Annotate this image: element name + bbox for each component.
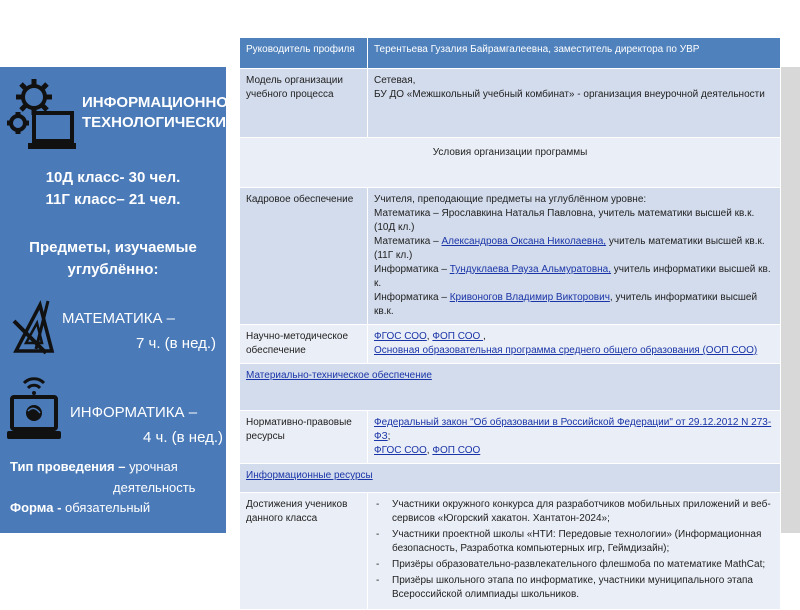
method-label-cell: Научно-методическое обеспечение bbox=[240, 325, 368, 364]
staff-teacher-2-link[interactable]: Александрова Оксана Николаевна, bbox=[441, 236, 607, 247]
geometry-tools-icon bbox=[12, 299, 56, 355]
staff-teacher-3-link[interactable]: Тундуклаева Рауза Альмуратовна, bbox=[449, 264, 612, 275]
staff-value-cell bbox=[368, 188, 781, 325]
model-value-cell bbox=[368, 69, 781, 138]
info-hours: 4 ч. (в нед.) bbox=[143, 429, 224, 446]
lesson-type-value-cont: деятельность bbox=[113, 480, 196, 495]
head-right-cell: Терентьева Гузалия Байрамгалеевна, заместитель директора по УВР bbox=[368, 38, 781, 69]
lesson-type-label: Тип проведения – bbox=[10, 459, 130, 474]
profile-title-line2: ТЕХНОЛОГИЧЕСКИЙ bbox=[82, 114, 237, 131]
right-edge-strip bbox=[780, 67, 800, 533]
table-row bbox=[240, 411, 781, 464]
staff-teacher-4-suffix: , учитель информатики высшей кв.к. bbox=[374, 292, 758, 317]
laptop-globe-icon bbox=[6, 371, 62, 445]
subjects-heading-line1: Предметы, изучаемые bbox=[29, 239, 197, 256]
list-item: - Участники проектной школы «НТИ: Передовые технологии» (Информационная безопасность, Разработка компьютерных игр, Геймдизайн); bbox=[392, 528, 774, 556]
list-item: - Участники окружного конкурса для разработчиков мобильных приложений и веб-сервисов «Югорский хакатон. Хантатон-2024»; bbox=[392, 498, 774, 526]
head-left-cell: Руководитель профиля bbox=[240, 38, 368, 69]
material-cell bbox=[240, 364, 781, 411]
math-hours: 7 ч. (в нед.) bbox=[136, 335, 217, 352]
oop-soo-link[interactable]: Основная образовательная программа среднего общего образования (ООП СОО) bbox=[374, 345, 758, 356]
staff-intro: Учителя, преподающие предметы на углублённом уровне: bbox=[374, 194, 647, 205]
material-support-link[interactable]: Материально-техническое обеспечение bbox=[246, 370, 432, 381]
profile-table bbox=[239, 37, 781, 610]
method-comma: , bbox=[483, 331, 486, 342]
lesson-form-value: обязательный bbox=[65, 500, 151, 515]
staff-teacher-4 bbox=[374, 291, 774, 319]
info-resources-cell bbox=[240, 464, 781, 493]
profile-panel bbox=[0, 67, 237, 533]
profile-title-line1: ИНФОРМАЦИОННО- bbox=[82, 94, 233, 111]
model-label-cell: Модель организации учебного процесса bbox=[240, 69, 368, 138]
table-row bbox=[240, 325, 781, 364]
achievements-value-cell bbox=[368, 493, 781, 610]
staff-teacher-4-prefix: Информатика – bbox=[374, 292, 450, 303]
table-row bbox=[240, 38, 781, 69]
legal-semicolon: ; bbox=[387, 431, 391, 442]
legal-label-cell: Нормативно-правовые ресурсы bbox=[240, 411, 368, 464]
staff-teacher-3-prefix: Информатика – bbox=[374, 264, 450, 275]
legal-fop-soo-link[interactable]: ФОП СОО bbox=[432, 445, 481, 456]
federal-law-link[interactable]: Федеральный закон "Об образовании в Российской Федерации" от 29.12.2012 N 273-ФЗ bbox=[374, 417, 772, 442]
lesson-type bbox=[10, 456, 178, 478]
staff-teacher-1: Математика – Ярославкина Наталья Павловна, учитель математики высшей кв.к. (10Д кл.) bbox=[374, 208, 755, 233]
staff-teacher-4-link[interactable]: Кривоногов Владимир Викторович bbox=[449, 292, 610, 303]
class-10d-size: 10Д класс- 30 чел. bbox=[45, 169, 181, 186]
staff-teacher-3 bbox=[374, 263, 774, 291]
legal-fgos-soo-link[interactable]: ФГОС СОО bbox=[374, 445, 427, 456]
lesson-type-value: урочная bbox=[129, 459, 178, 474]
staff-teacher-3-suffix: учитель информатики высшей кв. к. bbox=[374, 264, 771, 289]
model-value-line1: Сетевая, bbox=[374, 75, 416, 86]
lesson-form-label: Форма - bbox=[10, 500, 66, 515]
math-subject-label: МАТЕМАТИКА – bbox=[62, 310, 176, 327]
staff-teacher-2-suffix: учитель математики высшей кв.к. (11Г кл.) bbox=[374, 236, 765, 261]
lesson-form bbox=[10, 497, 150, 519]
fop-soo-link[interactable]: ФОП СОО bbox=[432, 331, 484, 342]
gears-computer-icon bbox=[4, 73, 76, 153]
info-resources-link[interactable]: Информационные ресурсы bbox=[246, 470, 373, 481]
table-row bbox=[240, 464, 781, 493]
legal-value-cell bbox=[368, 411, 781, 464]
class-sizes bbox=[0, 167, 226, 211]
table-row bbox=[240, 493, 781, 610]
method-links-line bbox=[374, 330, 774, 344]
achievements-list bbox=[374, 498, 774, 602]
staff-label-cell: Кадровое обеспечение bbox=[240, 188, 368, 325]
list-item: - Призёры образовательно-развлекательного флешмоба по математике MathCat; bbox=[392, 558, 774, 572]
subjects-heading bbox=[0, 237, 226, 281]
info-subject-label: ИНФОРМАТИКА – bbox=[70, 404, 198, 421]
legal-separator: , bbox=[426, 445, 433, 456]
table-row bbox=[240, 188, 781, 325]
fgos-soo-link[interactable]: ФГОС СОО bbox=[374, 331, 427, 342]
table-row bbox=[240, 138, 781, 188]
staff-teacher-2 bbox=[374, 235, 774, 263]
model-value-line2: БУ ДО «Межшкольный учебный комбинат» - организация внеурочной деятельности bbox=[374, 89, 765, 100]
table-row bbox=[240, 69, 781, 138]
conditions-heading-cell: Условия организации программы bbox=[240, 138, 781, 188]
staff-teacher-2-prefix: Математика – bbox=[374, 236, 442, 247]
table-row bbox=[240, 364, 781, 411]
class-11g-size: 11Г класс– 21 чел. bbox=[45, 191, 181, 208]
list-item: - Призёры школьного этапа по информатике, участники муниципального этапа Всероссийской олимпиады школьников. bbox=[392, 574, 774, 602]
subjects-heading-line2: углублённо: bbox=[67, 261, 159, 278]
method-value-cell bbox=[368, 325, 781, 364]
method-separator: , bbox=[426, 331, 433, 342]
profile-title bbox=[82, 93, 237, 133]
achievements-label-cell: Достижения учеников данного класса bbox=[240, 493, 368, 610]
